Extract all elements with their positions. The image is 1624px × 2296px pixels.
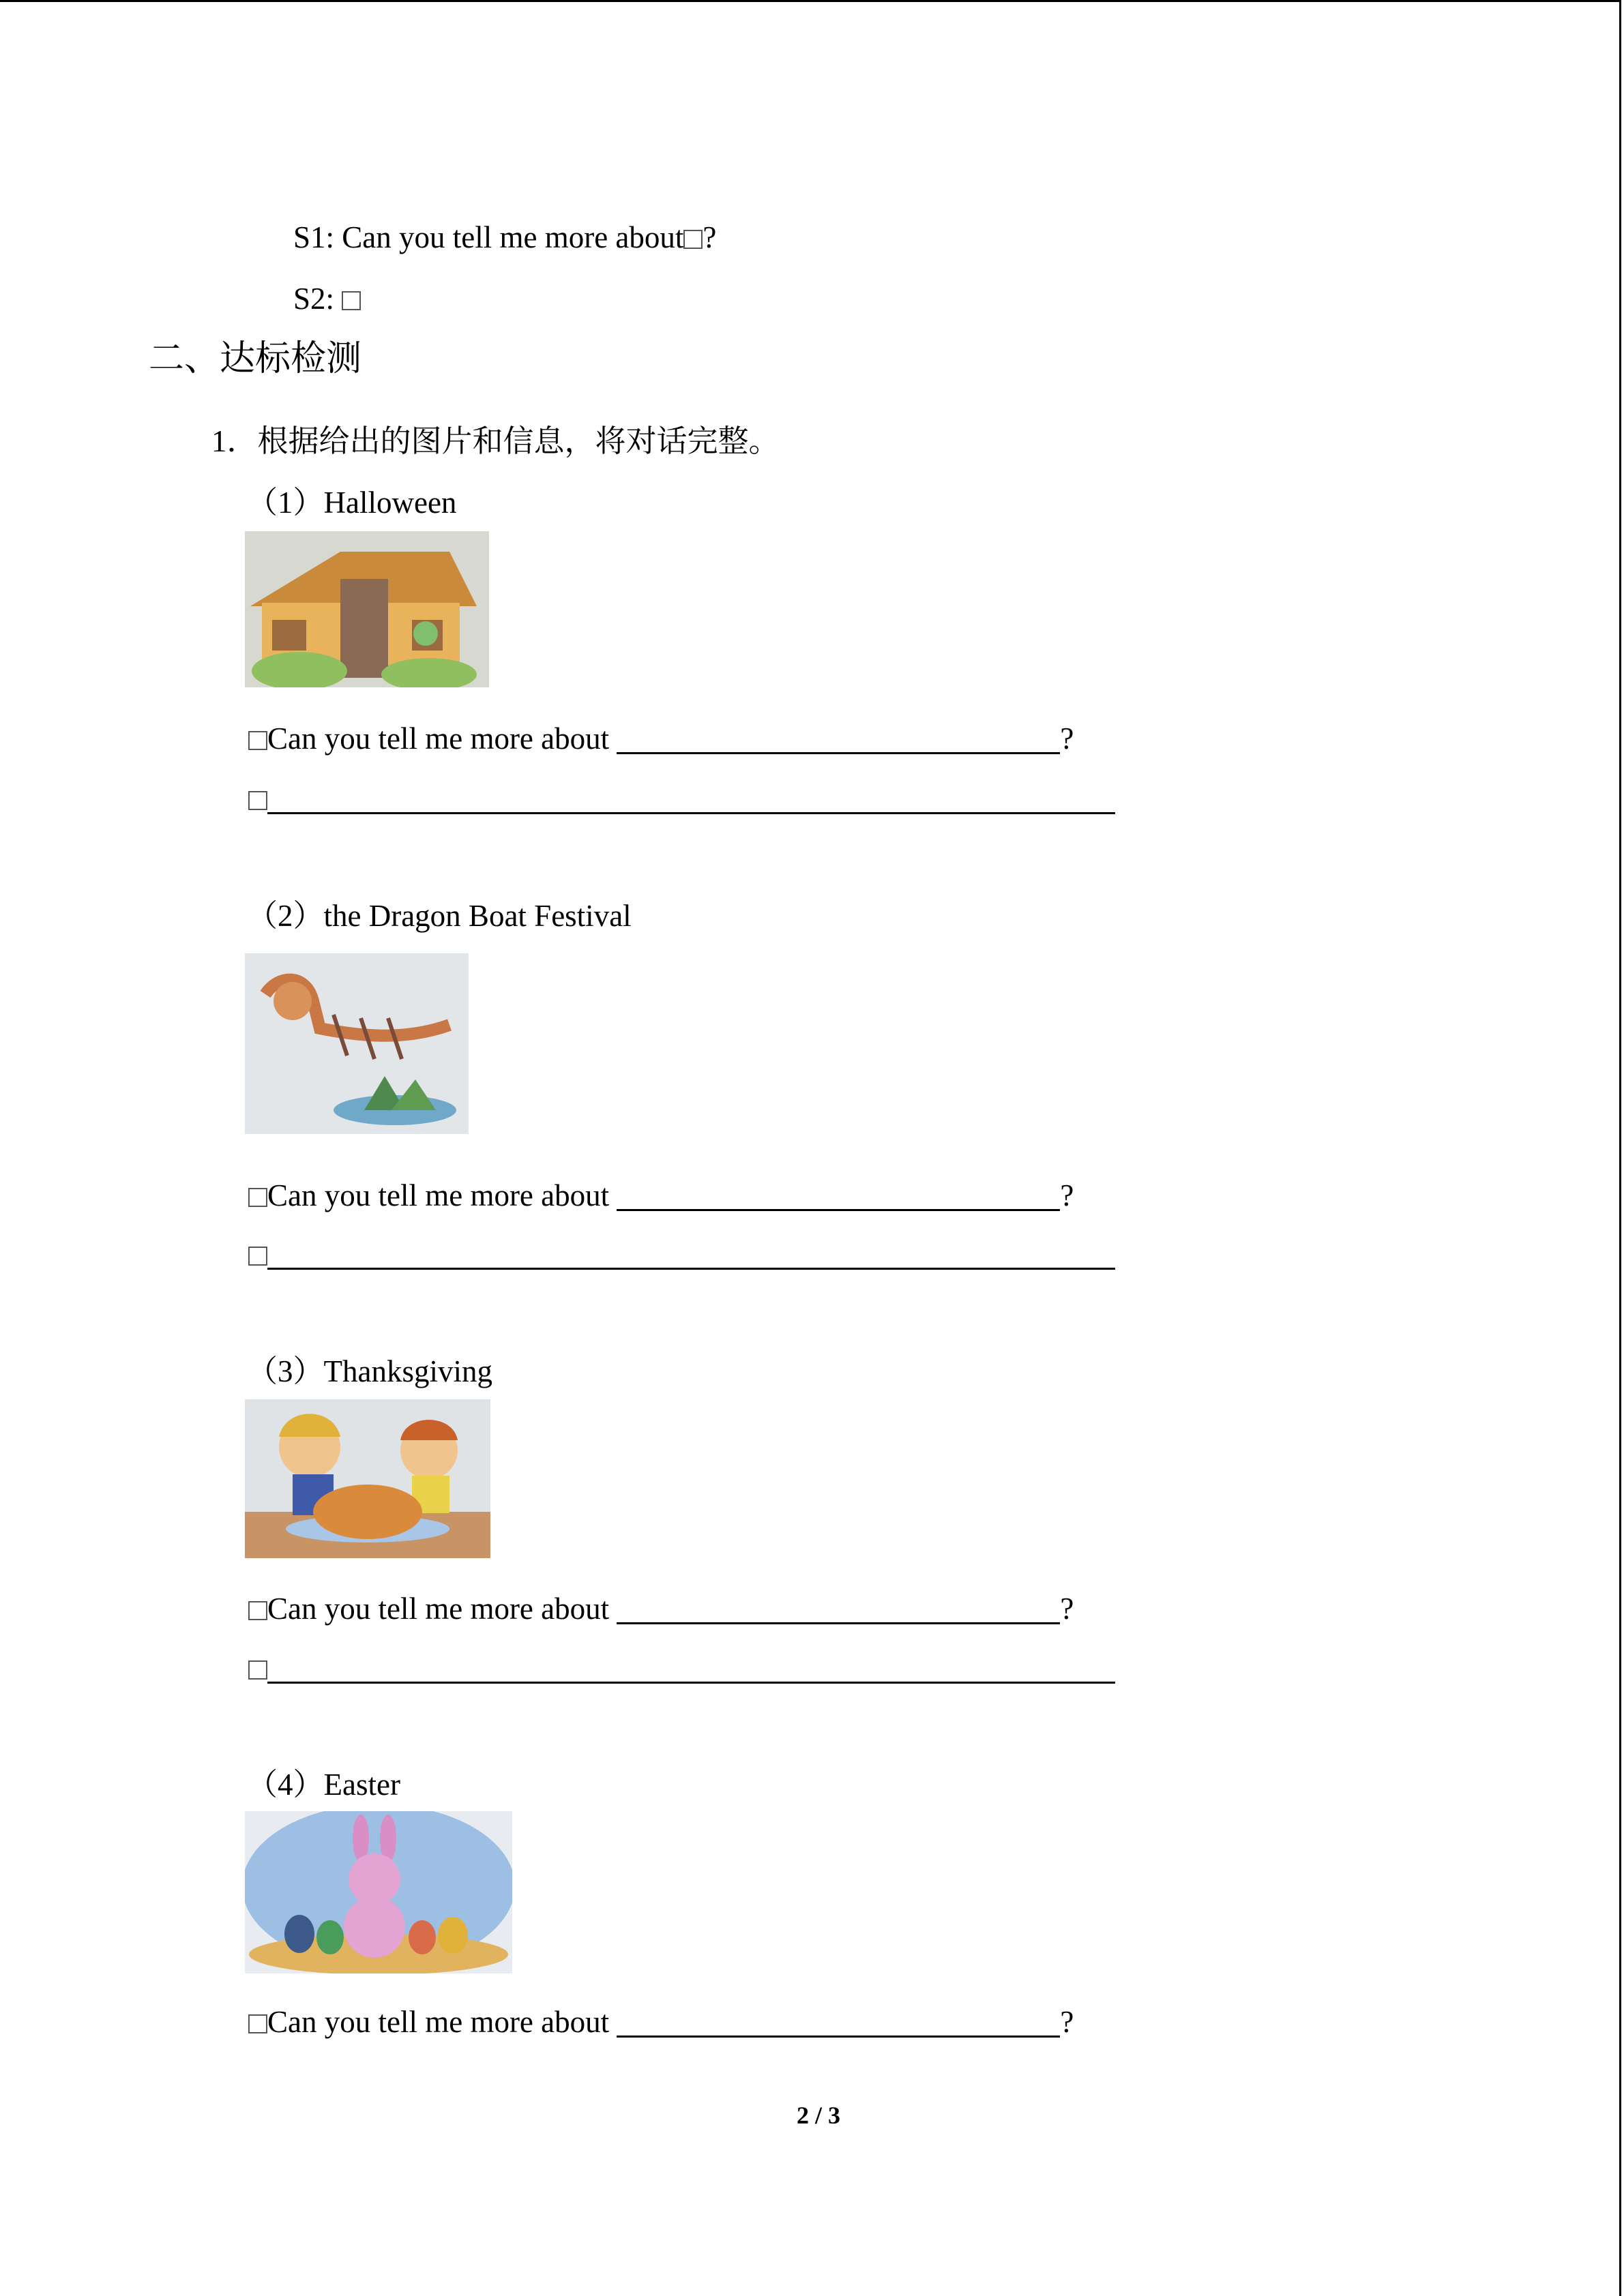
blank-box — [248, 2014, 267, 2033]
question-text-1: Can you tell me more about — [267, 721, 610, 756]
answer-line-2 — [248, 1234, 1115, 1274]
intro-s2-text: S2: — [293, 282, 335, 316]
blank-box — [248, 1188, 267, 1207]
intro-s2-line — [293, 278, 361, 319]
question-end-2: ? — [1060, 1178, 1074, 1212]
question-end-4: ? — [1060, 2005, 1074, 2039]
intro-s1-text: S1: Can you tell me more about — [293, 220, 684, 254]
answer-line-1 — [248, 778, 1115, 819]
section-heading: 二、达标检测 — [149, 340, 362, 378]
answer-blank[interactable] — [267, 778, 1115, 814]
intro-s1-line — [293, 217, 716, 258]
blank-box — [248, 1601, 267, 1620]
blank-box — [248, 1660, 267, 1680]
easter-picture — [245, 1811, 512, 1973]
halloween-picture — [245, 531, 489, 687]
question-end-1: ? — [1060, 721, 1074, 756]
answer-line-3 — [248, 1648, 1115, 1688]
item-title-2: （2）the Dragon Boat Festival — [247, 899, 632, 933]
answer-blank[interactable] — [617, 2001, 1060, 2038]
item-title-4: （4）Easter — [247, 1768, 400, 1802]
thanksgiving-picture — [245, 1399, 490, 1558]
question-line-1 — [248, 718, 1074, 759]
blank-box — [683, 230, 703, 249]
question-line-2 — [248, 1175, 1074, 1216]
dragon-boat-picture — [245, 953, 469, 1134]
blank-box — [248, 791, 267, 810]
answer-blank[interactable] — [267, 1234, 1115, 1270]
blank-box — [248, 731, 267, 750]
page-number: 2 / 3 — [797, 2102, 841, 2129]
question-line-4 — [248, 2001, 1074, 2042]
answer-blank[interactable] — [267, 1648, 1115, 1684]
blank-box — [248, 1247, 267, 1266]
intro-s1-end: ? — [703, 220, 717, 254]
answer-blank[interactable] — [617, 1588, 1060, 1624]
question-text-3: Can you tell me more about — [267, 1592, 610, 1626]
question-end-3: ? — [1060, 1592, 1074, 1626]
question-line-3 — [248, 1588, 1074, 1629]
item-title-3: （3）Thanksgiving — [247, 1354, 492, 1388]
question-text-2: Can you tell me more about — [267, 1178, 610, 1212]
question-text-4: Can you tell me more about — [267, 2005, 610, 2039]
answer-blank[interactable] — [617, 1175, 1060, 1211]
task-instruction: 1．根据给出的图片和信息，将对话完整。 — [211, 424, 780, 458]
item-title-1: （1）Halloween — [247, 486, 457, 520]
blank-box — [342, 291, 361, 310]
answer-blank[interactable] — [617, 718, 1060, 754]
